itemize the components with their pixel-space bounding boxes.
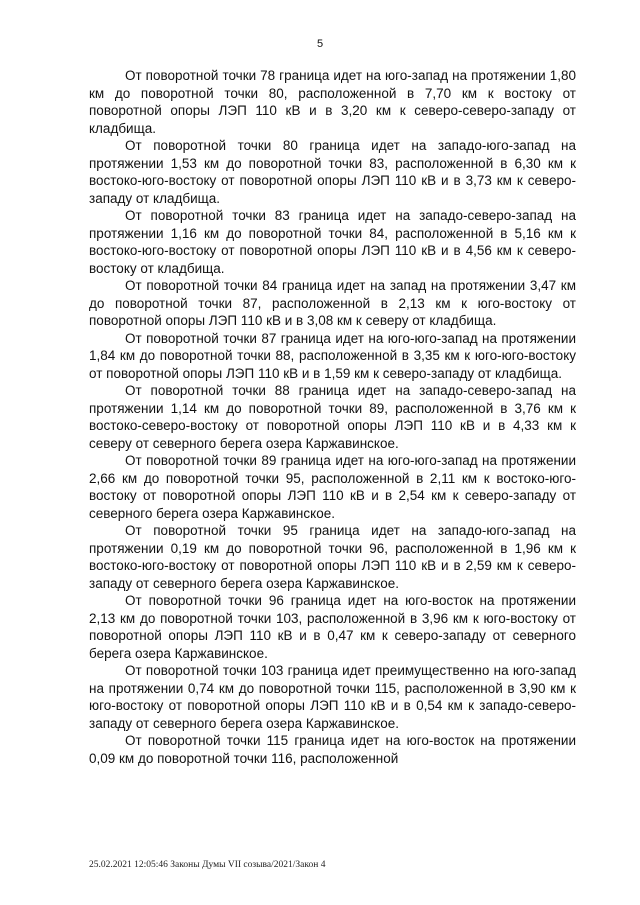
paragraph-8: От поворотной точки 95 граница идет на западо-юго-запад на протяжении 0,19 км до поворотной точки 96, расположенной в 1,96 км к востоко-юго-востоку от поворотной опоры ЛЭП 110 кВ и в 2,59 км к северо-западу от северного берега озера Каржавинское. bbox=[89, 523, 576, 591]
paragraph-9: От поворотной точки 96 граница идет на юго-восток на протяжении 2,13 км до поворотной точки 103, расположенной в 3,96 км к юго-востоку от поворотной опоры ЛЭП 110 кВ и в 0,47 км к северо-западу от северного берега озера Каржавинское. bbox=[89, 593, 576, 661]
paragraph-6: От поворотной точки 88 граница идет на западо-северо-запад на протяжении 1,14 км до поворотной точки 89, расположенной в 3,76 км к востоко-северо-востоку от поворотной опоры ЛЭП 110 кВ и в 4,33 км к северу от северного берега озера Каржавинское. bbox=[89, 383, 576, 451]
paragraph-5: От поворотной точки 87 граница идет на юго-юго-запад на протяжении 1,84 км до поворотной точки 88, расположенной в 3,35 км к юго-юго-востоку от поворотной опоры ЛЭП 110 кВ и в 1,59 км к северо-западу от кладбища. bbox=[89, 330, 576, 381]
document-footer: 25.02.2021 12:05:46 Законы Думы VII созыва/2021/Закон 4 bbox=[89, 860, 326, 870]
paragraph-4: От поворотной точки 84 граница идет на запад на протяжении 3,47 км до поворотной точки 87, расположенной в 2,13 км к юго-востоку от поворотной опоры ЛЭП 110 кВ и в 3,08 км к северу от кладбища. bbox=[89, 278, 576, 328]
paragraph-3: От поворотной точки 83 граница идет на западо-северо-запад на протяжении 1,16 км до поворотной точки 84, расположенной в 5,16 км к востоко-юго-востоку от поворотной опоры ЛЭП 110 кВ и в 4,56 км к северо-востоку от кладбища. bbox=[89, 208, 576, 276]
paragraph-10: От поворотной точки 103 граница идет преимущественно на юго-запад на протяжении 0,74 км до поворотной точки 115, расположенной в 3,90 км к юго-востоку от поворотной опоры ЛЭП 110 кВ и в 0,54 км к западо-северо-западу от северного берега озера Каржавинское. bbox=[89, 663, 576, 731]
paragraph-2: От поворотной точки 80 граница идет на западо-юго-запад на протяжении 1,53 км до поворотной точки 83, расположенной в 6,30 км к востоко-юго-востоку от поворотной опоры ЛЭП 110 кВ и в 3,73 км к северо-западу от кладбища. bbox=[89, 138, 576, 206]
paragraph-7: От поворотной точки 89 граница идет на юго-юго-запад на протяжении 2,66 км до поворотной точки 95, расположенной в 2,11 км к востоко-юго-востоку от поворотной опоры ЛЭП 110 кВ и в 2,54 км к северо-западу от северного берега озера Каржавинское. bbox=[89, 453, 576, 521]
document-body bbox=[89, 67, 576, 767]
paragraph-11: От поворотной точки 115 граница идет на юго-восток на протяжении 0,09 км до поворотной точки 116, расположенной bbox=[89, 733, 576, 766]
page-number: 5 bbox=[316, 38, 324, 50]
paragraph-1: От поворотной точки 78 граница идет на юго-запад на протяжении 1,80 км до поворотной точки 80, расположенной в 7,70 км к востоку от поворотной опоры ЛЭП 110 кВ и в 3,20 км к северо-северо-западу от кладбища. bbox=[89, 68, 576, 136]
